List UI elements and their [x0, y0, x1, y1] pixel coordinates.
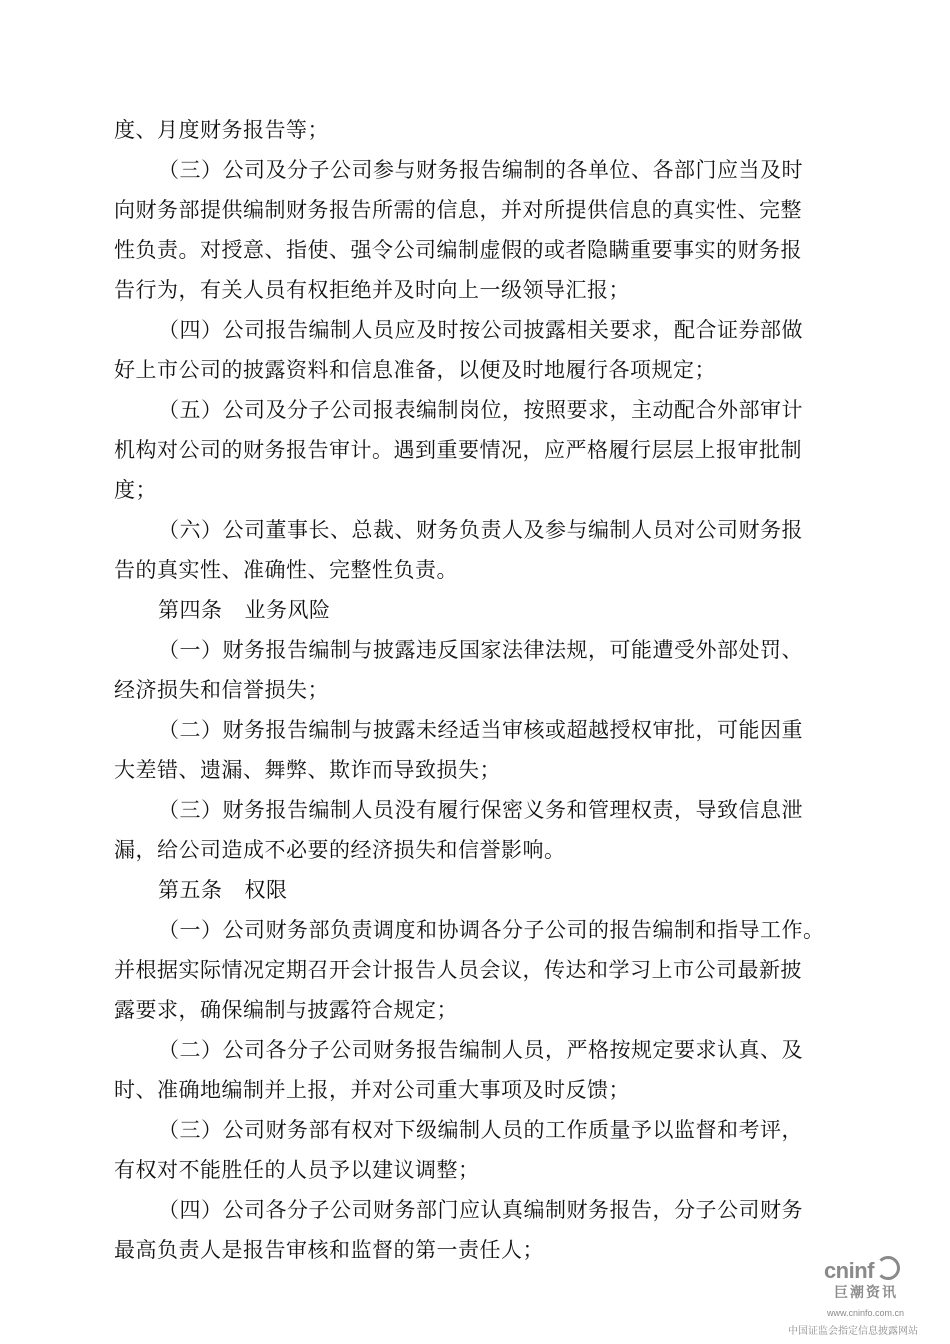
text-line: （一）财务报告编制与披露违反国家法律法规，可能遭受外部处罚、 — [158, 638, 803, 662]
text-line: 告行为，有关人员有权拒绝并及时向上一级领导汇报； — [114, 278, 630, 302]
text-line: 告的真实性、准确性、完整性负责。 — [114, 558, 458, 582]
article-title: 权限 — [244, 878, 288, 902]
text-line: （五）公司及分子公司报表编制岗位，按照要求，主动配合外部审计 — [158, 398, 803, 422]
swirl-icon — [876, 1256, 900, 1280]
text-line: 最高负责人是报告审核和监督的第一责任人； — [114, 1238, 544, 1262]
article-number: 第四条 — [158, 598, 223, 622]
text-line: （一）公司财务部负责调度和协调各分子公司的报告编制和指导工作。 — [158, 918, 825, 942]
logo-url: www.cninfo.com.cn — [826, 1308, 904, 1318]
text-line: 向财务部提供编制财务报告所需的信息，并对所提供信息的真实性、完整 — [114, 198, 802, 222]
text-line: （六）公司董事长、总裁、财务负责人及参与编制人员对公司财务报 — [158, 518, 803, 542]
paragraph-block-article3 — [114, 110, 840, 590]
document-body — [114, 110, 840, 1270]
text-line: （四）公司报告编制人员应及时按公司披露相关要求，配合证券部做 — [158, 318, 803, 342]
article-heading — [114, 870, 840, 910]
text-line: 漏，给公司造成不必要的经济损失和信誉影响。 — [114, 838, 566, 862]
text-line: （三）公司及分子公司参与财务报告编制的各单位、各部门应当及时 — [158, 158, 803, 182]
paragraph-block-article4 — [114, 630, 840, 870]
text-line: 大差错、遗漏、舞弊、欺诈而导致损失； — [114, 758, 501, 782]
text-line: （二）公司各分子公司财务报告编制人员，严格按规定要求认真、及 — [158, 1038, 803, 1062]
text-line: （三）财务报告编制人员没有履行保密义务和管理权责，导致信息泄 — [158, 798, 803, 822]
text-line: 好上市公司的披露资料和信息准备，以便及时地履行各项规定； — [114, 358, 716, 382]
text-line: （四）公司各分子公司财务部门应认真编制财务报告，分子公司财务 — [158, 1198, 803, 1222]
paragraph-block-article5 — [114, 910, 840, 1270]
text-line: 度； — [114, 478, 157, 502]
article-heading — [114, 590, 840, 630]
logo-tagline: 中国证监会指定信息披露网站 — [788, 1326, 918, 1337]
text-line: 机构对公司的财务报告审计。遇到重要情况，应严格履行层层上报审批制 — [114, 438, 802, 462]
article-title: 业务风险 — [244, 598, 331, 622]
cninfo-logo — [788, 1256, 918, 1340]
text-line: 有权对不能胜任的人员予以建议调整； — [114, 1158, 480, 1182]
text-line: 露要求，确保编制与披露符合规定； — [114, 998, 458, 1022]
article-number: 第五条 — [158, 878, 223, 902]
text-line: 并根据实际情况定期召开会计报告人员会议，传达和学习上市公司最新披 — [114, 958, 802, 982]
text-line: （三）公司财务部有权对下级编制人员的工作质量予以监督和考评， — [158, 1118, 803, 1142]
logo-wordmark — [824, 1256, 900, 1284]
text-line: （二）财务报告编制与披露未经适当审核或超越授权审批，可能因重 — [158, 718, 803, 742]
text-line: 度、月度财务报告等； — [114, 118, 329, 142]
text-line: 性负责。对授意、指使、强令公司编制虚假的或者隐瞒重要事实的财务报 — [114, 238, 802, 262]
logo-text: cninf — [823, 1258, 874, 1283]
text-line: 时、准确地编制并上报，并对公司重大事项及时反馈； — [114, 1078, 630, 1102]
text-line: 经济损失和信誉损失； — [114, 678, 329, 702]
logo-chinese-name: 巨潮资讯 — [834, 1285, 898, 1301]
